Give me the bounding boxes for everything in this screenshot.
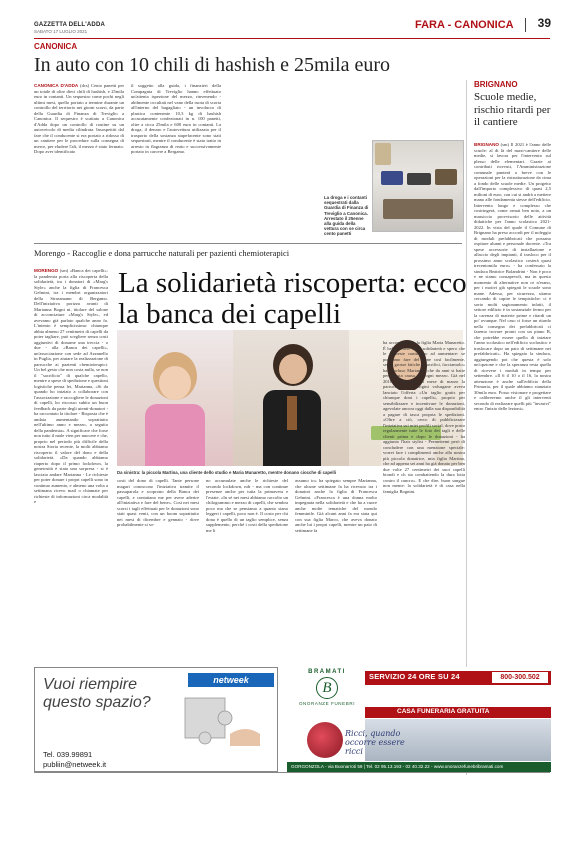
logo-letter: B <box>316 677 338 699</box>
article1-dateline: CANONICA D'ADDA <box>34 83 79 88</box>
photo-package <box>383 199 453 219</box>
header-divider <box>525 18 526 32</box>
article1-column-2: il soggetto alla guida, i finanzieri della Compagnia di Treviglio hanno effettuato un'attenta ispezione del mezzo, rinvenendo - abilmente occultati nel vano della ruota di scorta all'interno del bagagliaio - un involucro di plastica contenente 10,3 kg di hashish accuratamente confezionati in n. 100 panetti, oltre a circa 25mila e 600 euro in contanti. La droga, il denaro e l'autovettura utilizzata per il trasporto della sostanza stupefacente sono stati sequestrati, mentre il conducente è stato tratto in arresto in flagranza di reato e successivamente portato in carcere a Bergamo. <box>131 83 221 154</box>
photo-package <box>407 173 431 185</box>
photo-braid <box>287 396 297 430</box>
bramati-logo <box>291 669 363 727</box>
puzzle-hand-icon <box>175 694 265 746</box>
article1-title: In auto con 10 chili di hashish e 25mila euro <box>34 54 391 76</box>
article1-col1-text: (dcs) Cento panetti per un totale di oltre dieci chili di hashish, e 25mila euro in contanti. Un sequestro come pochi negli ultimi mesi, quello portato a termine durante un controllo del territorio nei giorni scorsi, da parte della Guardia di Finanza di Treviglio a Canonica. Il sequestro è scattato a Canonica d'Adda dopo un controllo di routine su un autoveicolo di media cilindrata. Insospettiti dal fare che il conducente si era portato a ridosso di un cantiere per le procedure sulla consegna di merce, per eludere l'alt, il mezzo è stato fermato. Dopo aver identificato <box>34 83 124 154</box>
article2-kicker: Morengo - Raccoglie e dona parrucche naturali per pazienti chemioterapici <box>34 248 290 258</box>
footer-rule <box>34 772 550 773</box>
rose-icon <box>307 722 343 758</box>
article2-title: La solidarietà riscoperta: ecco la banca dei capelli <box>118 267 467 330</box>
photo-package <box>381 171 403 185</box>
photo-shirt <box>145 404 205 466</box>
logo-subtitle: ONORANZE FUNEBRI <box>298 701 356 706</box>
seized-drugs-photo <box>372 140 464 232</box>
article2-column-2: costi del dono di capelli. Tante persone magari conoscono l'iniziativa tramite il passaparola e scoprono della Banca dei capelli, e contattano me per avere aderire all'iniziativa e fare del bene». Così nei mesi scorsi i tagli effettuati per le donazioni sono stati quasi venti, con un boom soprattutto nei mesi di dicembre e gennaio - dove probabilmente si so- <box>117 478 199 527</box>
article2-column-5: ha accompagnato la figlia Maria Munaretto. È bello vedere tanta solidarietà e spero che le richieste continuino ad aumentare: se possiamo fare del bene così facilmente, senza grosse fatiche o sacrifici, facciamolo» ha concluso Marianna, che da anni si batte per questa causa con ogni mezzo. Già nel 2018, infatti, per il mese di marzo la parrucchiera di origini valsugane aveva lanciato l'offerta «Un taglio gratis per chiunque doni i capelli», proprio per sensibilizzare e incentivare le donazioni, agevolate ancora oggi dalla sua disponibilità a pagare di tasca propria le spedizioni. «Oltre a ciò, cerco di pubblicizzare l'iniziativa sui miei profili social, dove posto regolarmente tutte le foto dei tagli e delle clienti prima e dopo le donazioni - ha aggiunto l'hair stylist - Permettemi però di concludere con una menzione speciale: vorrei fare i complimenti anche alla nostra più piccola donatrice, mia figlia Martina, che ad appena sei anni ha già donato per ben due volte 27 centimetri dei suoi capelli biondi e ch sta combattendo la dura lotta contro il cancro». E che dire, buon sangue non mente: la solidarietà è di casa nella famiglia Bognini. <box>383 340 465 494</box>
article1-photo-caption: La droga e i contanti sequestrati dalla Guardia di Finanza di Treviglio a Canonica. Arrestato il 25enne alla guida della vettura con se circa cento panetti <box>324 195 369 237</box>
article2-column-4: assumo io» ha spiegato sempre Marianna, che alcune settimane fa ha ricevuto tra i donatori anche la figlia di Francesca Gelmini. «Francesca è una donna molto impegnata nella solidarietà e che ha a cuore anche molte tematiche del mondo femminile. Già alcuni anni fa era stata qui con sua figlia Marco, che aveva donato anche lui i propri capelli, mentre un paio di settimane fa <box>295 478 377 533</box>
photo-package <box>435 169 457 185</box>
ad-headline: Vuoi riempire questo spazio? <box>43 676 151 711</box>
section-divider <box>34 243 462 244</box>
toll-free-number[interactable]: 800-300.502 <box>491 671 549 684</box>
section-title: FARA - CANONICA <box>415 19 514 31</box>
photo-face <box>159 366 191 400</box>
ad-address: GORGONZOLA - via Buonarroti 59 | Tel. 02 95.13.193 - 02 40.32.22 - www.onoranzefunebribramati.com <box>287 762 551 772</box>
sidebar-title: Scuole medie, rischio ritardi per il cantiere <box>474 91 551 128</box>
article1-kicker: CANONICA <box>34 42 78 51</box>
header-rule <box>34 38 550 39</box>
netweek-ad[interactable] <box>34 667 278 772</box>
newspaper-name: GAZZETTA DELL'ADDA <box>34 22 106 28</box>
photo-face <box>279 354 307 384</box>
photo-package <box>375 143 391 165</box>
article2-column-3: no accumulate anche le richieste del secondo lockdown, ndr - ma con continue presenze anche per tutta la primavera e l'estate. «In sé nei mesi abbiamo raccolto un chilogrammo e mezzo di capelli, che sembra poco ma che se pensiamo a quanto siano leggeri i capelli, poco non è. Il costo per chi dona è quello di un taglio semplice, senza supplemento, perché i costi della spedizione me li <box>206 478 288 533</box>
sidebar-body: (sm) Il 2021 è l'anno delle scuole: al di là del maxi-cantiere delle medie, si lavora per l'intervento sul plesso delle elementari. Grazie ai contributi ricevuti, l'Amministrazione comunale punterà a breve con le operazioni per la ristrutturazione da cima a fondo delle scuole medie. Un progetto dall'importo complessivo di quasi 2,5 milioni di euro, con cui si andrà a mettere mano alle fondamenta stesse dell'edificio. Intervento lungo e complesso che costringerà, come ormai ben noto, a un massiccio provvisorio delle attività didattiche per l'anno scolastico 2021-2022. In vista del quale il Comune di Brignano ha preso accordi per il noleggio di moduli prefabbricati che possano ospitare alunni e personale docente. «Tra spese accessorie di installazione e allaccio degli impianti, il trasloco per il prossimo anno scolastico costerà quasi trecentomila euro» - ha confessato la sindaca Beatrice Bolandrini - Non è poco e ne siamo consapevoli, ma in questo momento di alternative non ce n'erano, per i motivi già spiegati le scuole sono mane. Adesso, per sicurezza, stiamo cercando di capire le tempistiche: ci è sorto molti sagionamento infatti, il settore edilizio è in sostanziale fermo per la carenza di materie prime e ritardi un po' ovunque. Nel caso ci fosse un ritardo nella consegna dei prefabbricati ci faremo trovare pronti con un piano B, che potrebbe essere quello di iniziare l'anno scolastico nell'edificio scolastico e traslocare dopo un paio di settimane nei prefabbricati». Ha spiegato la sindaca, aggiungendo poi che questa è solo un'opzione e che la speranza resta quella di ricevere i moduli in tempo per settembre. «Il 6 il 10 o il 16, la nostra attenzione è anche sull'edificio della Primaria, per il quale abbiamo stanziato 30mila euro. Posso visionare e progettare e calibreremo anche il gli interventi secondo di realizzare quelli più "invasivi" entro l'inizio delle lezioni». <box>474 142 551 411</box>
free-funeral-home: CASA FUNERARIA GRATUITA <box>397 708 490 715</box>
article2-dateline: MORENGO <box>34 268 59 273</box>
page-number: 39 <box>529 16 551 32</box>
netweek-logo: netweek <box>188 673 274 687</box>
photo-client-panel <box>233 330 349 466</box>
article1-column-3 <box>228 83 316 241</box>
article2-col1-text: (sm) «Banca dei capelli»: la pandemia porta alla riscoperta della solidarietà, tra i donatori di «Marg's Style» anche la figlia di Francesca Gelmini, tra i membri organizzatori della Strassmann di Bergamo. Dell'iniziativa porizza avanti di Marianna Bogni ni, titolare del salone di acconciature «Marg's Style», ed avevamo già parlato qualche anno fa. L'intento è semplicissimo: chiunque abbia almeno 27 centimetri di capelli da poter tagliare, può scegliere senza costi aggiuntivi di donarne una treccia - o due - alla «Banca dei capelli», un'associazione con sede ad Azzanello in Puglia, per aiutare la realizzazione di parrucche ai pazienti chemioterapici. Un bel gesto che non costa nulla, se non il "sacrificio" di qualche capello, mentre a spese di spedizione e questioni logistiche pensa lei, Marianna, «Si da quando ho iniziato a collaborare con l'associazione e raccogliere le donazioni di capelli, ho riscosso subito un buon feedback da parte degli utenti-donatori - ha raccontato la titolare - Risposta che è andata aumentando soprattutto nell'ultimo anno e mezzo, a seguito della pandemia». A significare che forse non tutto il male vien per nuocere e che, proprio nel periodo più difficile della nostra Storia recente, la molti abbiamo riscoperto il valore del dono e della solidarietà. «Da quando abbiamo riaperto dopo il primo lockdown, la generosità è stata una sorpresa - si è lasciata andare Marianna - Le richieste per poter donare i propri capelli sono in continuo aumento, e almeno una volta a settimana ricevo mail o chiamate per richieste di informazioni circa modalità e <box>34 268 108 504</box>
sidebar-kicker: BRIGNANO <box>474 80 518 89</box>
logo-name: BRAMATI <box>308 669 346 675</box>
sidebar-dateline: BRIGNANO <box>474 142 500 147</box>
ad-email[interactable]: publiin@netweek.it <box>43 760 107 769</box>
article2-photo-caption: Da sinistra: la piccola Martina, una cliente dello studio e Maria Munaretto, mentre donano ciocche di capelli <box>117 470 336 475</box>
ad-phone[interactable]: Tel. 039.99891 <box>43 750 93 759</box>
service-hours: SERVIZIO 24 ORE SU 24 <box>369 672 460 681</box>
issue-date: SABATO 17 LUGLIO 2021 <box>34 29 88 34</box>
ad-motto: Ricci, quando occorre essere ricci <box>345 729 405 756</box>
article1-column-1 <box>34 83 124 241</box>
bramati-funeral-ad[interactable] <box>287 667 551 772</box>
photo-girl-panel <box>117 330 233 466</box>
